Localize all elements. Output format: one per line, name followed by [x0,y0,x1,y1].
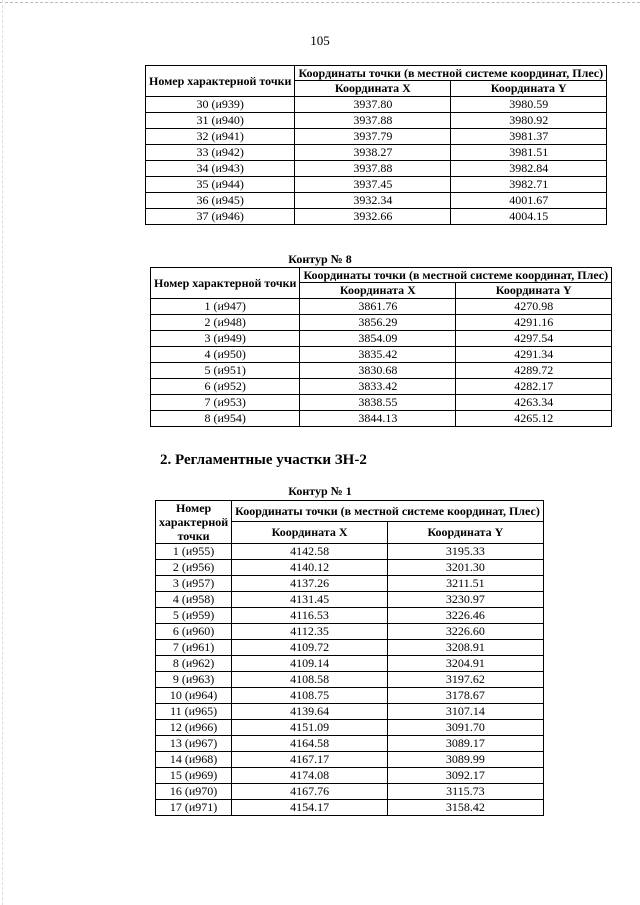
x-coordinate-cell: 4137.26 [232,576,388,592]
table-row [156,576,544,592]
point-number-cell: 11 (и965) [156,704,232,720]
x-coordinate-cell: 3938.27 [295,145,451,161]
x-coordinate-cell: 3937.80 [295,97,451,113]
coordinates-table-2 [150,267,612,427]
table-row [156,640,544,656]
table-row [156,544,544,560]
y-coordinate-cell: 3204.91 [387,656,543,672]
table-row [156,736,544,752]
table-row [146,177,607,193]
point-number-cell: 16 (и970) [156,784,232,800]
table-row [151,331,612,347]
section-title: 2. Регламентные участки ЗН-2 [160,452,367,468]
x-coordinate-cell: 4151.09 [232,720,388,736]
table-row [151,395,612,411]
y-coordinate-cell: 4265.12 [456,411,612,427]
x-coordinate-cell: 4154.17 [232,800,388,816]
y-coordinate-cell: 3980.92 [451,113,607,129]
y-coordinate-cell: 3107.14 [387,704,543,720]
x-coordinate-cell: 3932.66 [295,209,451,225]
table-row [151,315,612,331]
x-coordinate-cell: 3937.79 [295,129,451,145]
table-row [151,379,612,395]
x-coordinate-cell: 4131.45 [232,592,388,608]
x-coordinate-cell: 4108.58 [232,672,388,688]
table-row [156,800,544,816]
y-coordinate-cell: 3981.37 [451,129,607,145]
y-coordinate-cell: 3089.99 [387,752,543,768]
y-coordinate-header: Координата Y [451,81,607,97]
y-coordinate-cell: 4289.72 [456,363,612,379]
x-coordinate-cell: 4109.72 [232,640,388,656]
coordinates-table-3 [155,500,544,816]
x-coordinate-cell: 4112.35 [232,624,388,640]
point-number-cell: 4 (и958) [156,592,232,608]
x-coordinate-cell: 4116.53 [232,608,388,624]
table-row [146,145,607,161]
y-coordinate-cell: 4001.67 [451,193,607,209]
coordinates-table-1 [145,65,607,225]
point-number-cell: 8 (и962) [156,656,232,672]
point-number-cell: 14 (и968) [156,752,232,768]
point-number-cell: 10 (и964) [156,688,232,704]
table-row [156,560,544,576]
y-coordinate-cell: 4270.98 [456,299,612,315]
coordinates-header: Координаты точки (в местной системе координат, Плес) [295,66,607,81]
table-row [151,347,612,363]
y-coordinate-cell: 3197.62 [387,672,543,688]
table-row [156,768,544,784]
y-coordinate-cell: 4291.34 [456,347,612,363]
table-row [146,161,607,177]
table-row [156,784,544,800]
x-coordinate-cell: 3856.29 [300,315,456,331]
x-coordinate-cell: 4167.76 [232,784,388,800]
x-coordinate-cell: 3937.88 [295,161,451,177]
scan-edge-left [2,0,3,905]
point-number-cell: 6 (и952) [151,379,300,395]
y-coordinate-cell: 3178.67 [387,688,543,704]
table-row [156,656,544,672]
point-number-cell: 17 (и971) [156,800,232,816]
point-number-cell: 12 (и966) [156,720,232,736]
x-coordinate-cell: 4164.58 [232,736,388,752]
y-coordinate-cell: 3115.73 [387,784,543,800]
y-coordinate-cell: 3982.84 [451,161,607,177]
point-number-cell: 1 (и947) [151,299,300,315]
coordinates-header: Координаты точки (в местной системе координат, Плес) [300,268,612,283]
x-coordinate-cell: 3937.45 [295,177,451,193]
contour-1-caption: Контур № 1 [288,484,352,498]
point-number-cell: 3 (и957) [156,576,232,592]
point-number-cell: 2 (и956) [156,560,232,576]
y-coordinate-cell: 3211.51 [387,576,543,592]
point-number-cell: 6 (и960) [156,624,232,640]
x-coordinate-cell: 3861.76 [300,299,456,315]
y-coordinate-cell: 3980.59 [451,97,607,113]
table-row [156,752,544,768]
y-coordinate-cell: 3201.30 [387,560,543,576]
x-coordinate-header: Координата X [232,521,388,543]
y-coordinate-cell: 3092.17 [387,768,543,784]
point-number-header: Номер характерной точки [146,66,295,97]
y-coordinate-cell: 4282.17 [456,379,612,395]
x-coordinate-cell: 3838.55 [300,395,456,411]
x-coordinate-cell: 3932.34 [295,193,451,209]
point-number-cell: 31 (и940) [146,113,295,129]
point-number-cell: 2 (и948) [151,315,300,331]
y-coordinate-cell: 3091.70 [387,720,543,736]
point-number-cell: 3 (и949) [151,331,300,347]
point-number-cell: 32 (и941) [146,129,295,145]
point-number-cell: 4 (и950) [151,347,300,363]
point-number-cell: 13 (и967) [156,736,232,752]
coordinates-header: Координаты точки (в местной системе координат, Плес) [232,501,544,522]
x-coordinate-cell: 3844.13 [300,411,456,427]
x-coordinate-cell: 4139.64 [232,704,388,720]
y-coordinate-cell: 3195.33 [387,544,543,560]
point-number-cell: 33 (и942) [146,145,295,161]
point-number-cell: 30 (и939) [146,97,295,113]
y-coordinate-cell: 3982.71 [451,177,607,193]
x-coordinate-header: Координата X [300,283,456,299]
point-number-cell: 15 (и969) [156,768,232,784]
table-row [151,411,612,427]
point-number-header: Номер характерной точки [156,501,232,544]
point-number-cell: 7 (и953) [151,395,300,411]
table-row [146,97,607,113]
table-row [156,688,544,704]
table-row [156,704,544,720]
table-row [156,592,544,608]
y-coordinate-header: Координата Y [456,283,612,299]
y-coordinate-cell: 4263.34 [456,395,612,411]
x-coordinate-cell: 4109.14 [232,656,388,672]
x-coordinate-cell: 4142.58 [232,544,388,560]
table-row [156,672,544,688]
point-number-header: Номер характерной точки [151,268,300,299]
table-row [156,608,544,624]
x-coordinate-cell: 4140.12 [232,560,388,576]
y-coordinate-cell: 3230.97 [387,592,543,608]
table-row [151,363,612,379]
table-row [146,129,607,145]
point-number-cell: 5 (и951) [151,363,300,379]
y-coordinate-cell: 3226.46 [387,608,543,624]
x-coordinate-cell: 4108.75 [232,688,388,704]
x-coordinate-cell: 4167.17 [232,752,388,768]
table-row [146,113,607,129]
table-row [146,209,607,225]
page-number: 105 [310,33,330,48]
table-row [156,720,544,736]
x-coordinate-header: Координата X [295,81,451,97]
point-number-cell: 7 (и961) [156,640,232,656]
y-coordinate-cell: 3981.51 [451,145,607,161]
point-number-cell: 35 (и944) [146,177,295,193]
point-number-cell: 8 (и954) [151,411,300,427]
x-coordinate-cell: 3937.88 [295,113,451,129]
y-coordinate-cell: 3158.42 [387,800,543,816]
scan-edge-top [0,2,640,3]
point-number-cell: 1 (и955) [156,544,232,560]
x-coordinate-cell: 3854.09 [300,331,456,347]
contour-8-caption: Контур № 8 [288,252,352,266]
point-number-cell: 36 (и945) [146,193,295,209]
y-coordinate-cell: 3208.91 [387,640,543,656]
x-coordinate-cell: 3833.42 [300,379,456,395]
table-row [146,193,607,209]
y-coordinate-cell: 3226.60 [387,624,543,640]
point-number-cell: 9 (и963) [156,672,232,688]
x-coordinate-cell: 3835.42 [300,347,456,363]
x-coordinate-cell: 3830.68 [300,363,456,379]
point-number-cell: 37 (и946) [146,209,295,225]
x-coordinate-cell: 4174.08 [232,768,388,784]
table-row [156,624,544,640]
point-number-cell: 34 (и943) [146,161,295,177]
y-coordinate-header: Координата Y [387,521,543,543]
point-number-cell: 5 (и959) [156,608,232,624]
y-coordinate-cell: 4004.15 [451,209,607,225]
y-coordinate-cell: 4297.54 [456,331,612,347]
y-coordinate-cell: 3089.17 [387,736,543,752]
y-coordinate-cell: 4291.16 [456,315,612,331]
table-row [151,299,612,315]
